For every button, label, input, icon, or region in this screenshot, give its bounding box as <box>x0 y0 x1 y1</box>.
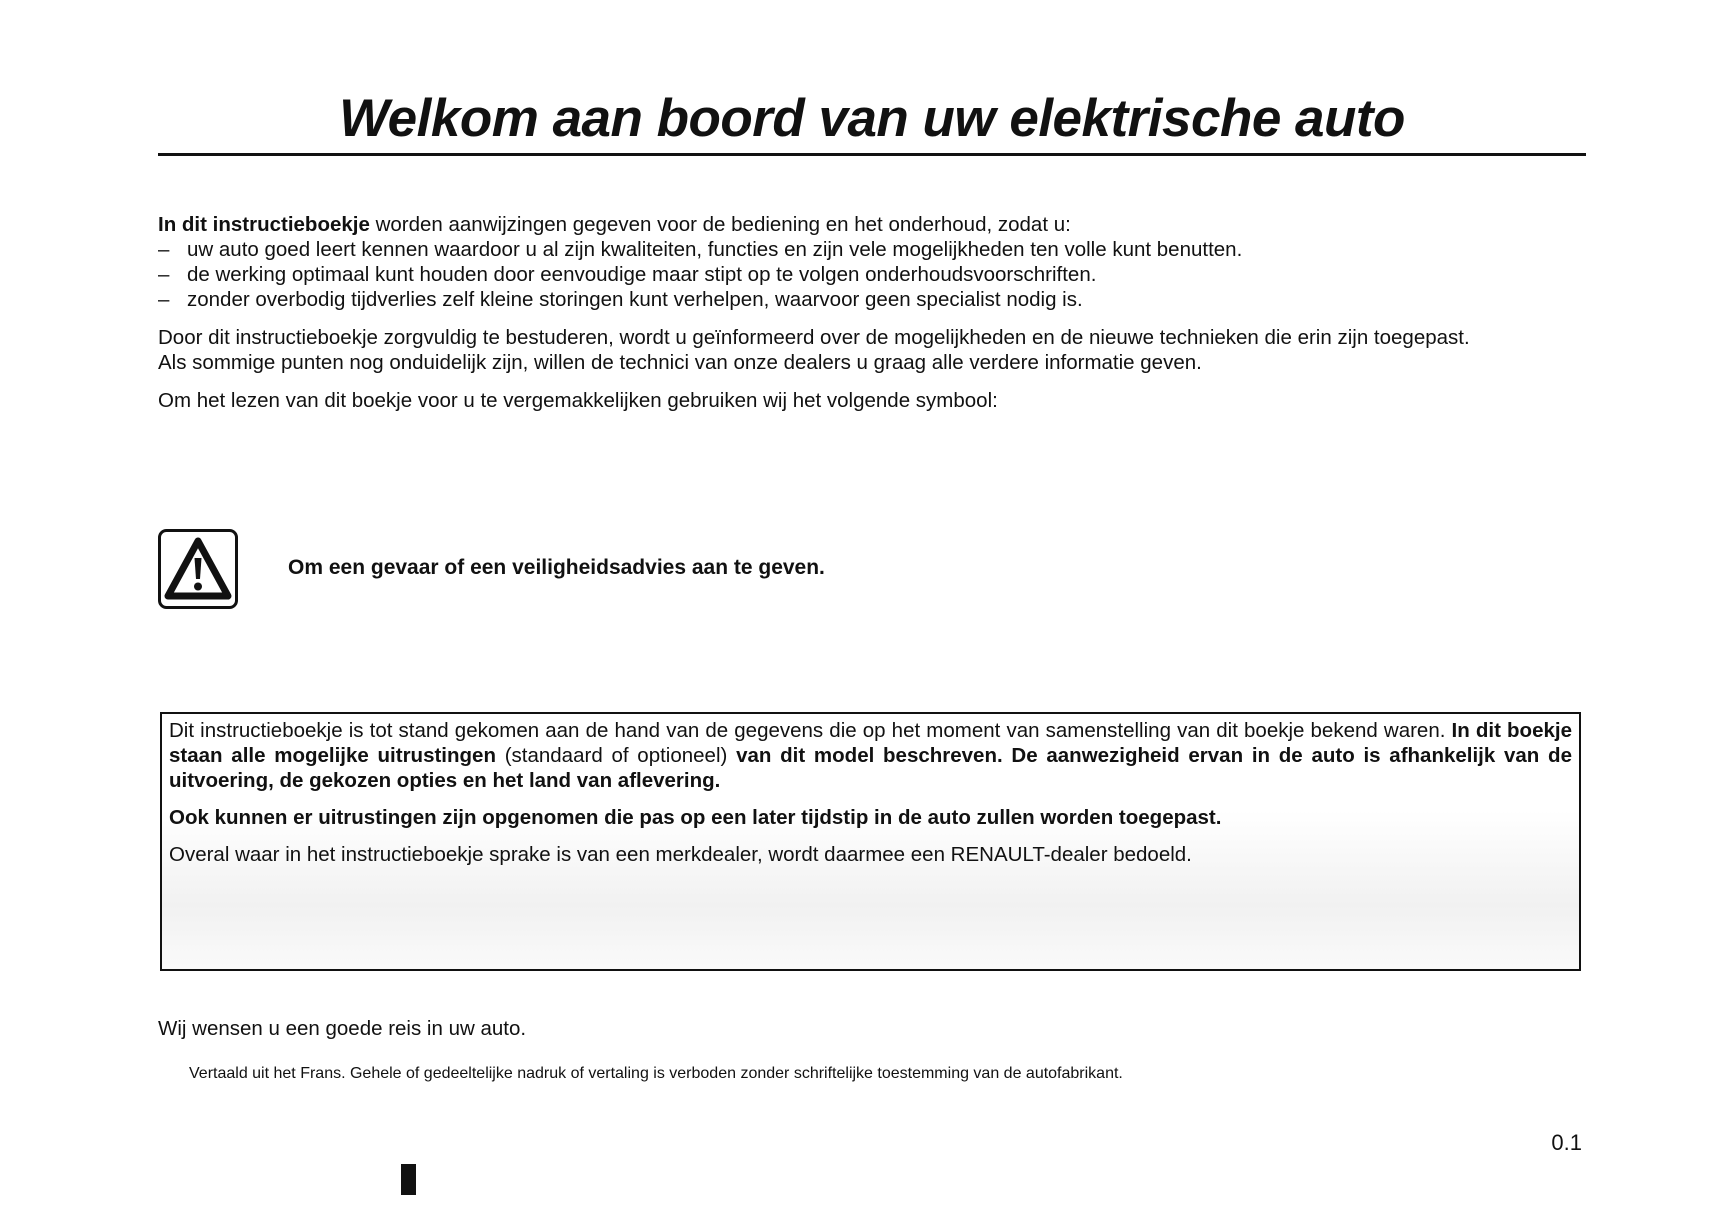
bullet-dash: – <box>158 238 170 261</box>
list-item-text: uw auto goed leert kennen waardoor u al zijn kwaliteiten, functies en zijn vele mogelijkheden ten volle kunt benutten. <box>187 238 1243 261</box>
page-number: 0.1 <box>1551 1130 1582 1155</box>
symbol-intro-text: Om het lezen van dit boekje voor u te vergemakkelijken gebruiken wij het volgende symbool: <box>158 389 998 412</box>
closing-paragraph <box>158 1016 1588 1041</box>
notice-bold-text: Ook kunnen er uitrustingen zijn opgenomen die pas op een later tijdstip in de auto zullen worden toegepast. <box>169 806 1222 829</box>
print-marker <box>401 1164 416 1195</box>
study-paragraph <box>158 325 1588 375</box>
notice-box <box>160 712 1581 971</box>
list-item <box>158 237 1588 262</box>
notice-text: Dit instructieboekje is tot stand gekomen aan de hand van de gegevens die op het moment van samenstelling van dit boekje bekend waren. <box>169 719 1452 742</box>
notice-bold-text: In dit boekje staan alle mogelijke uitrustingen <box>169 719 1572 767</box>
notice-paragraph-1 <box>169 718 1572 793</box>
notice-text: (standaard of optioneel) <box>495 744 737 767</box>
warning-description: Om een gevaar of een veiligheidsadvies aan te geven. <box>288 556 825 579</box>
legal-notice: Vertaald uit het Frans. Gehele of gedeeltelijke nadruk of vertaling is verboden zonder schriftelijke toestemming van de autofabrikant. <box>189 1065 1123 1082</box>
bullet-dash: – <box>158 288 170 311</box>
notice-bold-text: van dit model beschreven. De aanwezigheid ervan in de auto is afhankelijk van de uitvoering, de gekozen opties en het land van aflevering. <box>169 744 1572 792</box>
intro-lead-rest: worden aanwijzingen gegeven voor de bediening en het onderhoud, zodat u: <box>369 213 1071 236</box>
bullet-dash: – <box>158 263 170 286</box>
notice-paragraph-3: Overal waar in het instructieboekje sprake is van een merkdealer, wordt daarmee een RENAULT-dealer bedoeld. <box>169 843 1192 866</box>
study-paragraph-line-2: Als sommige punten nog onduidelijk zijn, willen de technici van onze dealers u graag alle verdere informatie geven. <box>158 351 1202 374</box>
closing-text: Wij wensen u een goede reis in uw auto. <box>158 1017 527 1040</box>
intro-section <box>158 212 1588 312</box>
intro-lead-bold: In dit instructieboekje <box>158 213 370 236</box>
list-item <box>158 287 1588 312</box>
title-divider <box>158 153 1586 156</box>
symbol-intro-paragraph <box>158 388 1588 413</box>
intro-bullet-list <box>158 237 1588 312</box>
intro-lead <box>158 212 1588 237</box>
warning-triangle-icon <box>158 529 238 609</box>
study-paragraph-line-1: Door dit instructieboekje zorgvuldig te bestuderen, wordt u geïnformeerd over de mogelijkheden en de nieuwe technieken die erin zijn toegepast. <box>158 326 1470 349</box>
list-item <box>158 262 1588 287</box>
notice-paragraph-2 <box>169 805 1572 830</box>
page-title: Welkom aan boord van uw elektrische auto <box>339 89 1405 148</box>
list-item-text: zonder overbodig tijdverlies zelf kleine storingen kunt verhelpen, waarvoor geen specialist nodig is. <box>187 288 1083 311</box>
list-item-text: de werking optimaal kunt houden door eenvoudige maar stipt op te volgen onderhoudsvoorschriften. <box>187 263 1097 286</box>
